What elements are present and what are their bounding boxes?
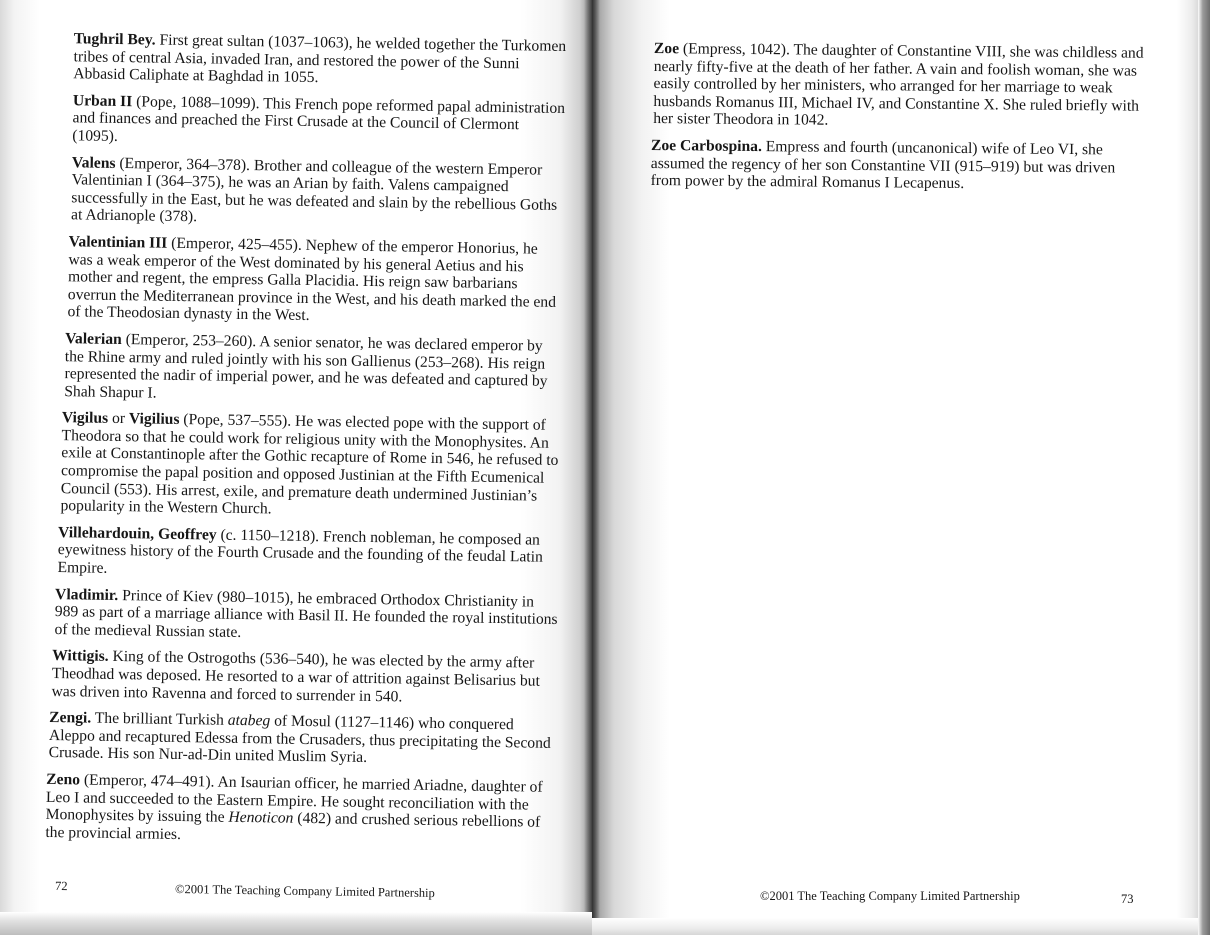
entry-text: (Pope, 1088–1099). This French pope reformed papal administration and finances and preached the First Crusade at the Council of Clermont (1095).	[72, 92, 566, 145]
glossary-entry: Vigilus or Vigilius (Pope, 537–555). He was elected pope with the support of Theodora so that he could work for religious unity with the Monophysites. An exile at Constantinople after the Gothic recapture of Rome in 546, he refused to compromise the papal position and opposed Justinian at the Fifth Ecumenical Council (553). His arrest, exile, and premature death undermined Justinian’s popularity in the Western Church.	[60, 409, 559, 518]
entry-name: Zeno	[46, 770, 81, 789]
glossary-entry: Zengi. The brilliant Turkish atabeg of Mosul (1127–1146) who conquered Aleppo and recaptured Edessa from the Crusaders, thus precipitating the Second Crusade. His son Nur-ad-Din united Muslim Syria.	[48, 709, 551, 767]
entry-text-cont: (482) and crushed serious rebellions of the provincial armies.	[45, 809, 541, 843]
glossary-entry: Tughril Bey. First great sultan (1037–1063), he welded together the Turkomen tribes of central Asia, invaded Iran, and restored the power of the Sunni Abbasid Caliphate at Baghdad in 1055.	[73, 30, 567, 87]
entry-italic-term: atabeg	[227, 711, 271, 730]
entry-name: Urban II	[72, 92, 133, 110]
left-page-number: 72	[54, 878, 68, 894]
entry-text: King of the Ostrogoths (536–540), he was elected by the army after Theodhad was deposed. He resorted to a war of attrition against Belisarius but was driven into Ravenna and forced to surrender in 540.	[51, 648, 541, 706]
entry-text: (Empress, 1042). The daughter of Constantine VIII, she was childless and nearly fifty-five at the death of her father. A vain and foolish woman, she was easily controlled by her ministers, who arranged for her marriage to weak husbands Romanus III, Michael IV, and Constantine X. She ruled briefly with her sister Theodora in 1042.	[653, 40, 1144, 130]
entry-name: Tughril Bey	[73, 30, 152, 49]
book-gutter	[584, 0, 600, 935]
glossary-entry	[56, 92, 567, 153]
entry-name: Zoe Carbospina	[650, 136, 759, 156]
entry-name: Vigilus	[61, 409, 109, 428]
left-page-bottom-edge	[0, 912, 592, 935]
entry-italic-term: Henoticon	[228, 808, 294, 827]
entry-text: First great sultan (1037–1063), he welded together the Turkomen tribes of central Asia, invaded Iran, and restored the power of the Sunni Abbasid Caliphate at Baghdad in 1055.	[73, 31, 567, 87]
glossary-entry	[55, 154, 566, 232]
right-page-edge	[1198, 0, 1210, 935]
entry-text: (c. 1150–1218). French nobleman, he composed an eyewitness history of the Fourth Crusade and the founding of the feudal Latin Empire.	[57, 526, 543, 577]
left-page-glossary	[45, 30, 568, 858]
entry-text: (Emperor, 425–455). Nephew of the emperor Honorius, he was a weak emperor of the West dominated by his general Aetius and his mother and regent, the empress Galla Placidia. His reign saw barbarians overrun the Mediterranean province in the West, and his death marked the end of the Theodosian dynasty in the West.	[67, 234, 557, 325]
entry-text: The brilliant Turkish	[91, 709, 228, 729]
entry-text: (Emperor, 474–491). An Isaurian officer, he married Ariadne, daughter of Leo I and succeeded to the Eastern Empire. He sought reconciliation with the Monophysites by issuing the	[45, 771, 543, 826]
entry-name-alt: Vigilius	[128, 410, 180, 429]
entry-text-cont: of Mosul (1127–1146) who conquered Aleppo and recaptured Edessa from the Crusaders, thus precipitating the Second Crusade. His son Nur-ad-Din united Muslim Syria.	[48, 712, 551, 767]
entry-text: Prince of Kiev (980–1015), he embraced Orthodox Christianity in 989 as part of a marriage alliance with Basil II. He founded the royal institutions of the medieval Russian state.	[54, 586, 558, 641]
glossary-entry: Vladimir. Prince of Kiev (980–1015), he embraced Orthodox Christianity in 989 as part of a marriage alliance with Basil II. He founded the royal institutions of the medieval Russian state.	[54, 585, 558, 641]
glossary-entry	[49, 524, 560, 585]
glossary-entry	[45, 771, 556, 849]
entry-name: Valens	[71, 153, 116, 172]
glossary-entry: Zoe Carbospina. Empress and fourth (uncanonical) wife of Leo VI, she assumed the regency of her son Constantine VII (915–919) but was driven from power by the admiral Romanus I Lecapenus.	[650, 136, 1116, 193]
entry-name: Zengi	[49, 709, 88, 727]
entry-name: Vladimir	[55, 585, 115, 604]
entry-text: (Emperor, 253–260). A senior senator, he was declared emperor by the Rhine army and ruled jointly with his son Gallienus (253–268). His reign represented the nadir of imperial power, and he was defeated and captured by Shah Shapur I.	[64, 330, 548, 402]
entry-name: Zoe	[653, 40, 680, 58]
entry-name: Valentinian III	[68, 233, 168, 252]
glossary-entry	[649, 40, 1148, 133]
glossary-entry	[53, 233, 564, 329]
right-page-number: 73	[1121, 892, 1134, 906]
entry-name: Valerian	[65, 330, 122, 348]
glossary-entry: Wittigis. King of the Ostrogoths (536–540), he was elected by the army after Theodhad was deposed. He resorted to a war of attrition against Belisarius but was driven into Ravenna and forced to surrender in 540.	[51, 647, 541, 706]
right-page-glossary	[648, 40, 1148, 204]
right-page-bottom-edge	[592, 918, 1210, 935]
entry-name: Wittigis	[52, 647, 105, 666]
entry-text: Empress and fourth (uncanonical) wife of Leo VI, she assumed the regency of her son Constantine VII (915–919) but was driven from power by the admiral Romanus I Lecapenus.	[650, 138, 1116, 193]
entry-name: Villehardouin, Geoffrey	[57, 523, 217, 544]
entry-text: (Pope, 537–555). He was elected pope with the support of Theodora so that he could work for religious unity with the Monophysites. An exile at Constantinople after the Gothic recapture of Rome in 546, he refused to compromise the papal position and opposed Justinian at the Fifth Ecumenical Council (553). His arrest, exile, and premature death undermined Justinian’s popularity in the Western Church.	[60, 411, 559, 518]
right-page-copyright: ©2001 The Teaching Company Limited Partnership	[760, 889, 1020, 903]
glossary-entry	[52, 330, 563, 408]
entry-text: (Emperor, 364–378). Brother and colleague of the western Emperor Valentinian I (364–375), he was an Arian by faith. Valens campaigned successfully in the East, but he was defeated and slain by the rebellious Goths at Adrianople (378).	[70, 154, 558, 226]
left-page-copyright: ©2001 The Teaching Company Limited Partnership	[174, 881, 435, 901]
